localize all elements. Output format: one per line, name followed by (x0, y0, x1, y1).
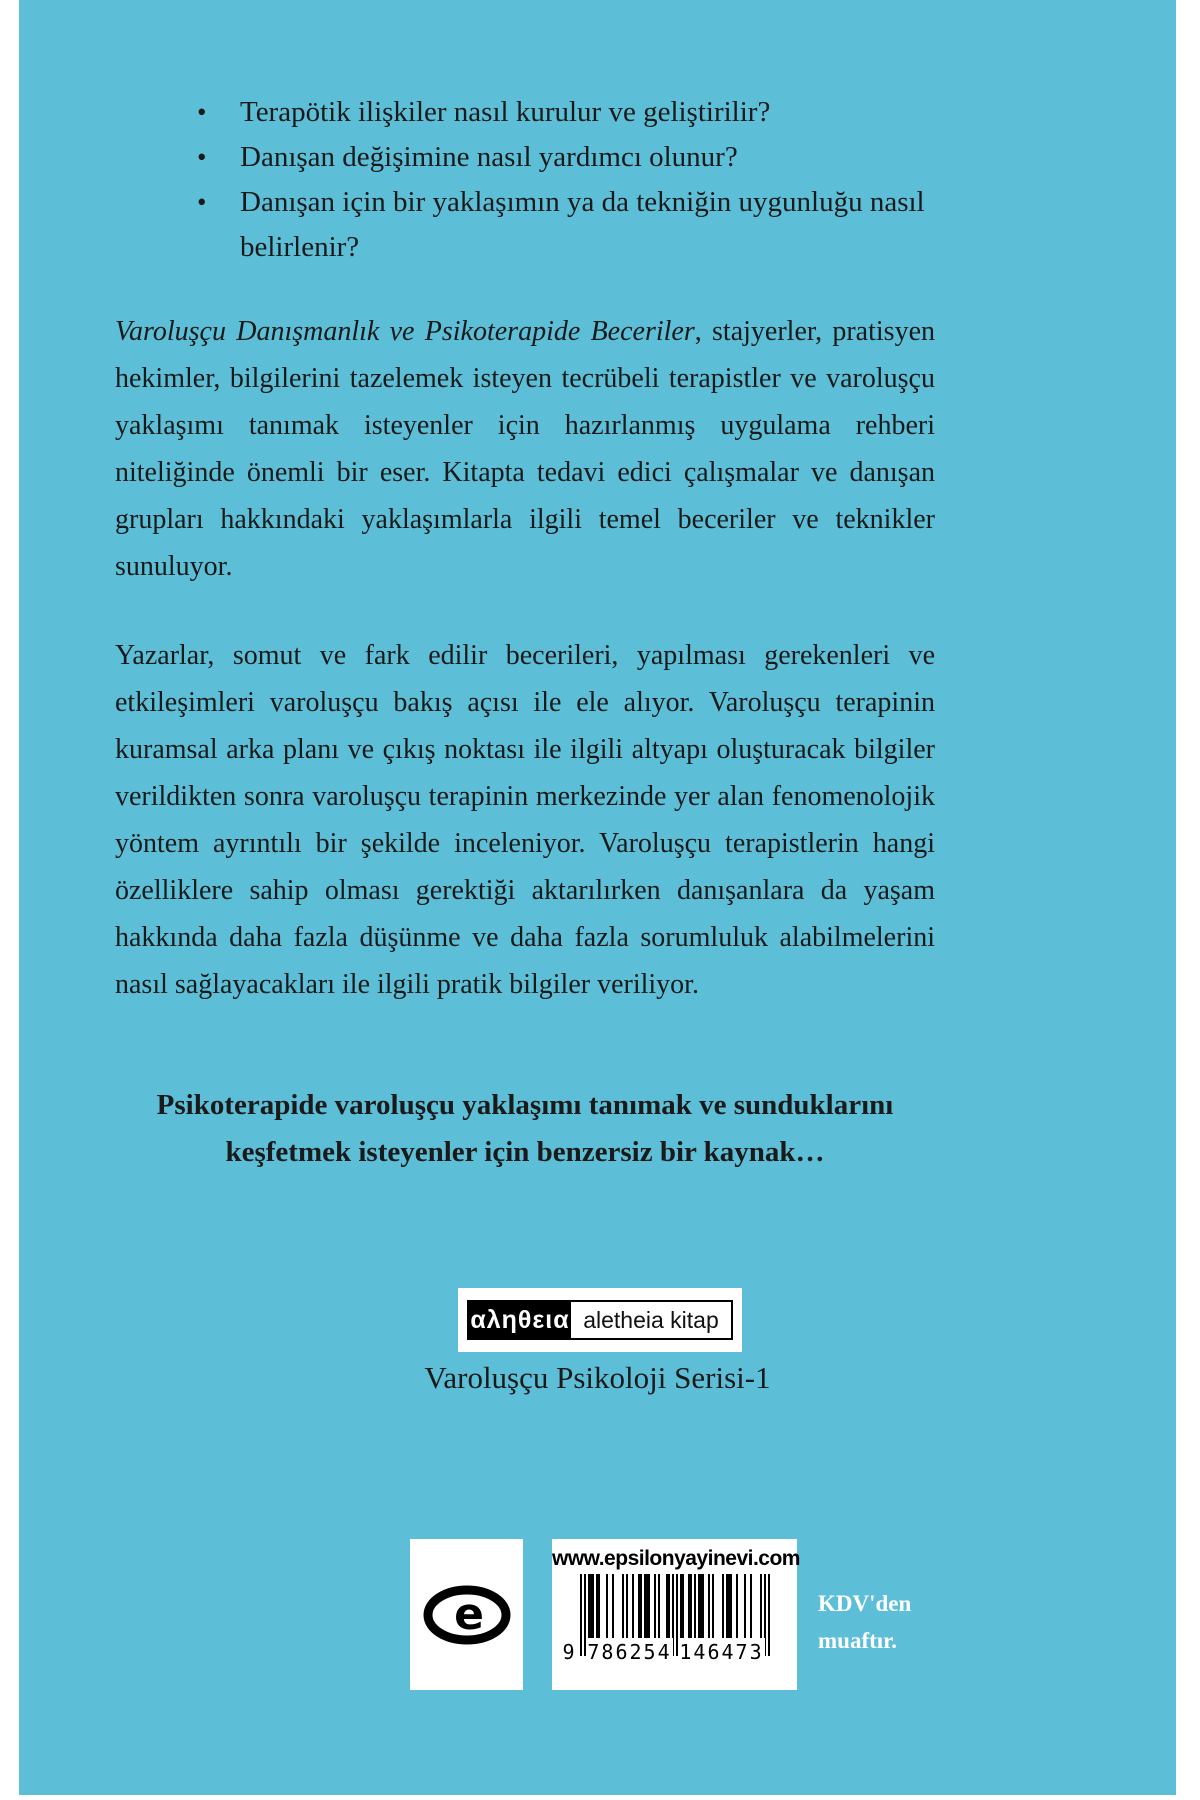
publisher-logo-frame (467, 1300, 733, 1340)
series-label: Varoluşçu Psikoloji Serisi-1 (424, 1360, 771, 1395)
bullet-dot-icon: • (197, 187, 207, 217)
barcode (562, 1574, 770, 1670)
bullet-dot-icon: • (197, 97, 207, 127)
bullet-item (197, 135, 942, 180)
epsilon-logo-icon (423, 1585, 511, 1645)
intro-paragraph (115, 308, 935, 590)
bullet-text: Danışan değişimine nasıl yardımcı olunur? (240, 141, 738, 173)
intro-text: , stajyerler, pratisyen hekimler, bilgilerini tazelemek isteyen tecrübeli terapistler ve varoluşçu yaklaşımı tanımak isteyenler için hazırlanmış uygulama rehberi niteliğinde önemli bir eser. Kitapta tedavi edici çalışmalar ve danışan grupları hakkındaki yaklaşımlarla ilgili temel beceriler ve teknikler sunuluyor. (115, 316, 935, 582)
publisher-logo (458, 1288, 742, 1352)
barcode-digit-first: 9 (562, 1640, 575, 1664)
svg-text:e: e (453, 1588, 484, 1640)
bullet-text: Terapötik ilişkiler nasıl kurulur ve geliştirilir? (240, 96, 771, 128)
barcode-box (552, 1539, 800, 1690)
book-title-italic: Varoluşçu Danışmanlık ve Psikoterapide Beceriler (115, 316, 695, 347)
barcode-digits-left: 786254 (587, 1640, 672, 1664)
epsilon-logo-box (410, 1539, 523, 1690)
barcode-digits-right: 146473 (679, 1640, 764, 1664)
bullet-list (197, 90, 942, 270)
tax-note: KDV'den muaftır. (818, 1591, 912, 1653)
logo-latin-wordmark: aletheia kitap (583, 1306, 719, 1333)
website-text: www.epsilonyayinevi.com (552, 1547, 800, 1570)
bullet-item (197, 180, 942, 270)
bullet-item (197, 90, 942, 135)
description-paragraph: Yazarlar, somut ve fark edilir becerileri, yapılması gerekenleri ve etkileşimleri varoluşçu bakış açısı ile ele alıyor. Varoluşçu terapinin kuramsal arka planı ve çıkış noktası ile ilgili altyapı oluşturacak bilgiler verildikten sonra varoluşçu terapinin merkezinde yer alan fenomenolojik yöntem ayrıntılı bir şekilde inceleniyor. Varoluşçu terapistlerin hangi özelliklere sahip olması gerektiği aktarılırken danışanlara da yaşam hakkında daha fazla düşünme ve daha fazla sorumluluk alabilmelerini nasıl sağlayacakları ile ilgili pratik bilgiler veriliyor. (115, 640, 935, 1000)
bullet-dot-icon: • (197, 142, 207, 172)
highlight-text: Psikoterapide varoluşçu yaklaşımı tanımak ve sunduklarını keşfetmek isteyenler için benzersiz bir kaynak… (156, 1089, 894, 1168)
bullet-text: Danışan için bir yaklaşımın ya da tekniğin uygunluğu nasıl belirlenir? (240, 186, 925, 263)
logo-greek-wordmark: αληθεια (469, 1302, 571, 1338)
